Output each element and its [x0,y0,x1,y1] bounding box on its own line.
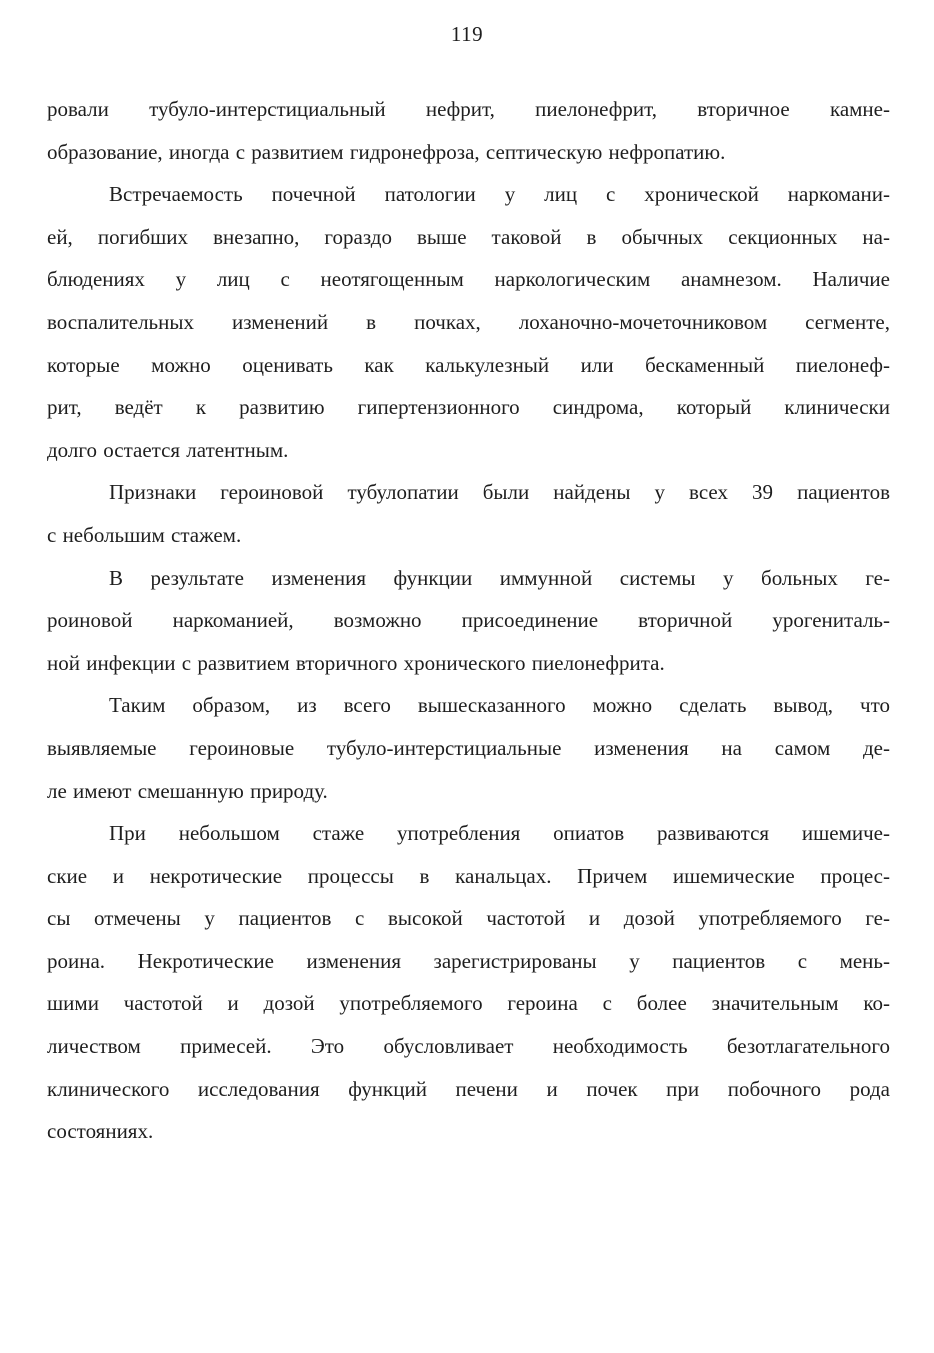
body-text [47,88,890,1153]
text-line: воспалительных изменений в почках, лоханочно-мочеточниковом сегменте, [47,309,890,334]
text-line: ной инфекции с развитием вторичного хронического пиелонефрита. [47,650,665,675]
text-line: личеством примесей. Это обусловливает необходимость безотлагательного [47,1034,890,1059]
text-line: ей, погибших внезапно, гораздо выше таковой в обычных секционных на- [47,224,890,249]
text-line: долго остается латентным. [47,437,289,462]
text-line: сы отмечены у пациентов с высокой частотой и дозой употребляемого ге- [47,906,890,931]
page-number: 119 [450,22,484,46]
text-line: образование, иногда с развитием гидронефроза, септическую нефропатию. [47,139,726,164]
text-line: В результате изменения функции иммунной системы у больных ге- [109,565,890,590]
text-line: состояниях. [47,1119,154,1144]
text-line: рит, ведёт к развитию гипертензионного синдрома, который клинически [47,395,890,420]
text-line: ле имеют смешанную природу. [47,778,328,803]
text-line: При небольшом стаже употребления опиатов развиваются ишемиче- [109,821,890,846]
text-line: блюдениях у лиц с неотягощенным наркологическим анамнезом. Наличие [47,267,890,292]
text-line: шими частотой и дозой употребляемого героина с более значительным ко- [47,991,890,1016]
text-line: роиновой наркоманией, возможно присоединение вторичной урогениталь- [47,608,890,633]
text-line: выявляемые героиновые тубуло-интерстициальные изменения на самом де- [47,735,890,760]
text-line: ровали тубуло-интерстициальный нефрит, пиелонефрит, вторичное камне- [47,97,890,121]
text-line: ские и некротические процессы в канальцах. Причем ишемические процес- [47,863,890,888]
text-line: с небольшим стажем. [47,522,242,547]
text-line: которые можно оценивать как калькулезный или бескаменный пиелонеф- [47,352,890,377]
text-line: Встречаемость почечной патологии у лиц с хронической наркомани- [109,182,890,207]
text-line: Таким образом, из всего вышесказанного можно сделать вывод, что [109,693,890,718]
text-line: клинического исследования функций печени и почек при побочного рода [47,1076,890,1101]
text-line: Признаки героиновой тубулопатии были найдены у всех 39 пациентов [109,480,890,505]
text-line: роина. Некротические изменения зарегистрированы у пациентов с мень- [47,948,890,973]
